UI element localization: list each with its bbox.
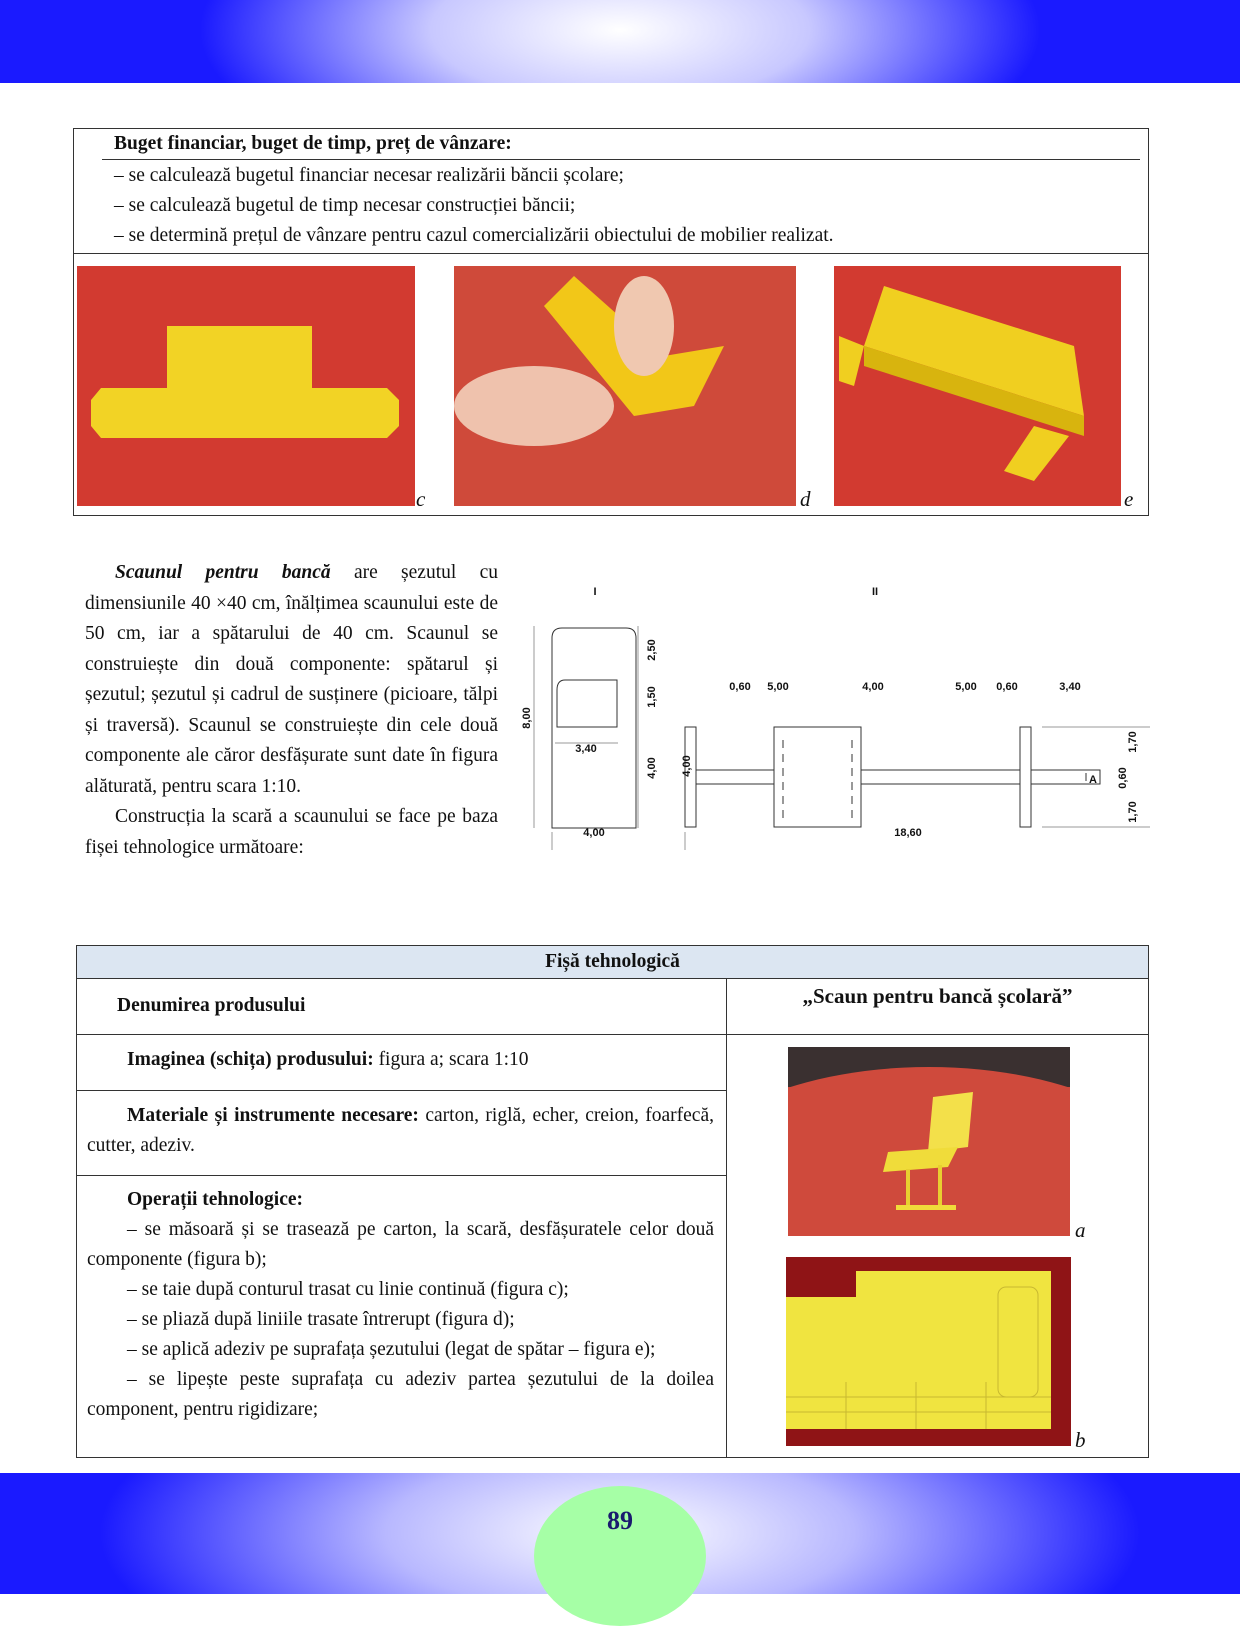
photo-d-folding	[454, 266, 796, 506]
operations-row: Operații tehnologice: – se măsoară și se trasează pe carton, la scară, desfășuratele celor două componente (figura b); – se taie după conturul trasat cu linie continuă (figura c); – se pliază după liniile trasate întrerupt (figura d); – se aplică adeziv pe suprafața șezutului (legat de spătar – figura e); – se lipește peste suprafața cu adeziv partea șezutului de la doilea component, pentru rigidizare;	[76, 1175, 727, 1458]
chair-term: Scaunul pentru bancă	[115, 562, 331, 583]
figure-label-c: c	[416, 487, 426, 511]
svg-text:3,40: 3,40	[575, 743, 597, 755]
photo-e-assembled	[834, 266, 1121, 506]
svg-text:1,50: 1,50	[646, 686, 658, 708]
photo-a-chair	[788, 1047, 1070, 1236]
photo-c-cut-template	[77, 266, 415, 506]
product-name-value: „Scaun pentru bancă școlară”	[726, 978, 1149, 1035]
svg-text:0,60: 0,60	[996, 681, 1018, 693]
svg-text:18,60: 18,60	[894, 827, 922, 839]
photo-b-template	[786, 1257, 1071, 1446]
budget-item: – se determină prețul de vânzare pentru cazul comercializării obiectului de mobilier realizat.	[114, 225, 834, 246]
svg-text:0,60: 0,60	[729, 681, 751, 693]
para-text: are șezutul cu dimensiunile 40 ×40 cm, înălțimea scaunului este de 50 cm, iar a spătarului de 40 cm. Scaunul se construiește din două componente: spătarul și șezutul; șezutul și cadrul de susținere (picioare, tălpi și traversă). Scaunul se construiește din cele două componente ale căror desfășurate sunt date în figura alăturată, pentru scara 1:10.	[85, 562, 498, 797]
budget-item: – se calculează bugetul de timp necesar construcției băncii;	[114, 195, 576, 216]
svg-text:8,00: 8,00	[521, 707, 533, 729]
operation-item: – se taie după conturul trasat cu linie continuă (figura c);	[127, 1279, 569, 1300]
para-text-2: Construcția la scară a scaunului se face pe baza fișei tehnologice următoare:	[85, 806, 498, 858]
svg-text:4,00: 4,00	[862, 681, 884, 693]
figure-label-a: a	[1075, 1218, 1086, 1242]
chair-description	[85, 558, 498, 863]
operation-item: – se lipește peste suprafața cu adeziv partea șezutului de la doilea component, pentru rigidizare;	[87, 1369, 714, 1420]
page-header-band	[0, 0, 1240, 83]
svg-text:1,70: 1,70	[1127, 801, 1139, 823]
svg-text:0,60: 0,60	[1117, 767, 1129, 789]
svg-text:I: I	[593, 586, 597, 598]
svg-text:II: II	[871, 586, 879, 598]
page-number: 89	[534, 1486, 706, 1626]
svg-text:3,40: 3,40	[1059, 681, 1081, 693]
chair-development-drawing	[510, 570, 1150, 850]
svg-text:A: A	[1089, 774, 1097, 786]
budget-title: Buget financiar, buget de timp, preț de vânzare:	[114, 133, 512, 154]
images-cell	[726, 1034, 1149, 1458]
materials-row: Materiale și instrumente necesare: carton, riglă, echer, creion, foarfecă, cutter, adeziv.	[76, 1090, 727, 1176]
product-name-label: Denumirea produsului	[76, 978, 727, 1035]
table-title: Fișă tehnologică	[76, 945, 1149, 979]
svg-text:4,00: 4,00	[583, 827, 605, 839]
budget-item: – se calculează bugetul financiar necesar realizării băncii școlare;	[114, 165, 624, 186]
svg-text:1,70: 1,70	[1127, 731, 1139, 753]
svg-text:4,00: 4,00	[646, 757, 658, 779]
operation-item: – se aplică adeziv pe suprafața șezutului (legat de spătar – figura e);	[127, 1339, 656, 1360]
svg-text:4,00: 4,00	[681, 755, 693, 777]
figure-label-e: e	[1124, 487, 1134, 511]
figure-label-d: d	[800, 487, 811, 511]
svg-text:5,00: 5,00	[767, 681, 789, 693]
svg-text:5,00: 5,00	[955, 681, 977, 693]
operation-item: – se măsoară și se trasează pe carton, la scară, desfășuratele celor două componente (figura b);	[87, 1219, 714, 1270]
product-image-row: Imaginea (schița) produsului: figura a; scara 1:10	[76, 1034, 727, 1091]
budget-box	[73, 128, 1149, 516]
figure-label-b: b	[1075, 1428, 1086, 1452]
operation-item: – se pliază după liniile trasate întrerupt (figura d);	[127, 1309, 515, 1330]
svg-text:2,50: 2,50	[646, 639, 658, 661]
